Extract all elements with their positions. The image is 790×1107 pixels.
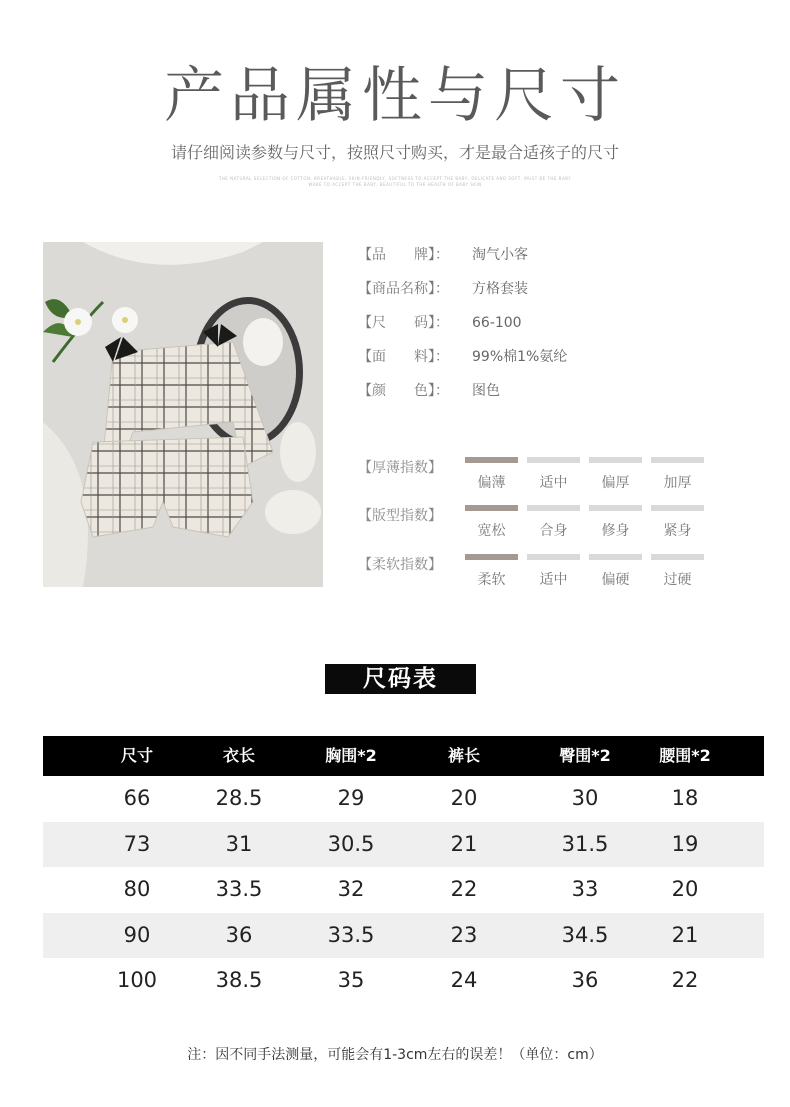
index-option-label: 偏厚 xyxy=(601,475,630,491)
index-bar xyxy=(589,505,642,511)
index-bar xyxy=(527,457,580,463)
index-bar xyxy=(651,554,704,560)
index-bar xyxy=(589,554,642,560)
index-bar xyxy=(651,457,704,463)
column-header: 腰围*2 xyxy=(659,746,711,765)
index-option xyxy=(527,554,580,589)
index-label: 【柔软指数】 xyxy=(358,557,442,573)
attribute-label: 【颜 色】： xyxy=(358,383,449,399)
table-cell: 90 xyxy=(123,922,151,947)
attribute-value: 图色 xyxy=(472,383,500,399)
index-option-label: 宽松 xyxy=(477,523,506,539)
index-option-label: 合身 xyxy=(539,523,568,539)
index-option xyxy=(589,554,642,589)
table-row xyxy=(43,867,764,913)
attribute-label: 【面 料】： xyxy=(358,349,449,365)
size-chart-title: 尺码表 xyxy=(325,664,476,694)
table-cell: 36 xyxy=(225,922,253,947)
attribute-row-brand xyxy=(358,244,567,278)
index-option xyxy=(651,554,704,589)
size-table-header xyxy=(43,736,764,776)
index-bar-active xyxy=(465,505,518,511)
index-option xyxy=(465,554,518,589)
table-cell: 80 xyxy=(123,877,151,901)
attribute-row-product-name xyxy=(358,278,567,312)
size-table xyxy=(43,736,764,1004)
index-option xyxy=(651,457,704,492)
attribute-row-size xyxy=(358,312,567,346)
index-option xyxy=(589,457,642,492)
table-cell: 31.5 xyxy=(561,831,609,856)
index-bar xyxy=(527,554,580,560)
index-option xyxy=(527,457,580,492)
column-header: 尺寸 xyxy=(120,746,153,765)
table-cell: 21 xyxy=(671,922,699,947)
table-cell: 38.5 xyxy=(215,968,263,992)
index-bar xyxy=(651,505,704,511)
table-cell: 19 xyxy=(671,831,699,856)
index-option-label: 适中 xyxy=(539,475,568,491)
table-cell: 31 xyxy=(225,831,253,856)
attribute-label: 【商品名称】： xyxy=(358,281,449,297)
column-header: 衣长 xyxy=(222,746,255,765)
index-option xyxy=(465,505,518,540)
attribute-label: 【尺 码】： xyxy=(358,315,449,331)
column-header: 胸围*2 xyxy=(325,746,377,765)
table-cell: 32 xyxy=(337,877,365,901)
table-cell: 66 xyxy=(123,786,151,810)
attribute-list xyxy=(358,244,567,414)
table-cell: 30.5 xyxy=(327,831,375,856)
page-title: 产品属性与尺寸 xyxy=(164,61,626,131)
table-cell: 100 xyxy=(116,968,158,992)
table-cell: 20 xyxy=(450,786,478,810)
table-cell: 29 xyxy=(337,786,365,810)
attribute-row-color xyxy=(358,380,567,414)
column-header: 臀围*2 xyxy=(559,746,611,765)
table-cell: 33 xyxy=(571,877,599,901)
attribute-value: 方格套装 xyxy=(472,281,528,297)
table-cell: 23 xyxy=(450,922,478,947)
index-option-label: 修身 xyxy=(601,523,630,539)
index-option xyxy=(651,505,704,540)
index-option-label: 紧身 xyxy=(663,523,692,539)
table-row xyxy=(43,776,764,822)
index-label: 【厚薄指数】 xyxy=(358,460,442,476)
index-option-label: 偏硬 xyxy=(601,572,630,588)
attribute-row-fabric xyxy=(358,346,567,380)
table-row xyxy=(43,913,764,959)
page-subtitle: 请仔细阅读参数与尺寸，按照尺寸购买，才是最合适孩子的尺寸 xyxy=(170,143,619,162)
fineprint-line-1: THE NATURAL SELECTION OF COTTON, BREATHABLE, SKIN-FRIENDLY, SOFTNESS TO ACCEPT THE BABY, DELICATE AND SOFT, MUST BE THE BABY xyxy=(218,176,572,181)
index-bar-active xyxy=(465,554,518,560)
index-bar xyxy=(589,457,642,463)
index-bar-active xyxy=(465,457,518,463)
table-cell: 22 xyxy=(671,968,699,992)
table-cell: 33.5 xyxy=(215,877,263,901)
table-cell: 22 xyxy=(450,877,478,901)
table-cell: 20 xyxy=(671,877,699,901)
table-cell: 24 xyxy=(450,968,478,992)
table-row xyxy=(43,822,764,868)
product-photo xyxy=(43,242,323,587)
table-row xyxy=(43,958,764,1004)
attribute-label: 【品 牌】： xyxy=(358,247,449,263)
index-label: 【版型指数】 xyxy=(358,508,442,524)
index-option-label: 过硬 xyxy=(663,572,692,588)
table-cell: 21 xyxy=(450,831,478,856)
table-cell: 36 xyxy=(571,968,599,992)
attribute-value: 淘气小客 xyxy=(472,247,528,263)
index-option-label: 适中 xyxy=(539,572,568,588)
index-option xyxy=(589,505,642,540)
index-option-label: 柔软 xyxy=(477,572,506,588)
table-cell: 33.5 xyxy=(327,922,375,947)
attribute-value: 99%棉1%氨纶 xyxy=(472,349,568,365)
attribute-value: 66-100 xyxy=(472,315,522,331)
index-option-label: 加厚 xyxy=(663,475,692,491)
index-option xyxy=(465,457,518,492)
product-photo-illustration xyxy=(43,242,323,587)
table-cell: 73 xyxy=(123,831,151,856)
table-cell: 18 xyxy=(671,786,699,810)
column-header: 裤长 xyxy=(447,746,480,765)
table-cell: 34.5 xyxy=(561,922,609,947)
table-cell: 28.5 xyxy=(215,786,263,810)
measurement-note: 注：因不同手法测量，可能会有1-3cm左右的误差！（单位：cm） xyxy=(187,1047,603,1063)
fineprint-line-2: WAKE TO ACCEPT THE BABY, BEAUTIFUL TO THE HEALTH OF BABY SKIN xyxy=(308,182,482,187)
index-option-label: 偏薄 xyxy=(477,475,506,491)
index-option xyxy=(527,505,580,540)
index-bar xyxy=(527,505,580,511)
table-cell: 35 xyxy=(337,968,365,992)
table-cell: 30 xyxy=(571,786,599,810)
